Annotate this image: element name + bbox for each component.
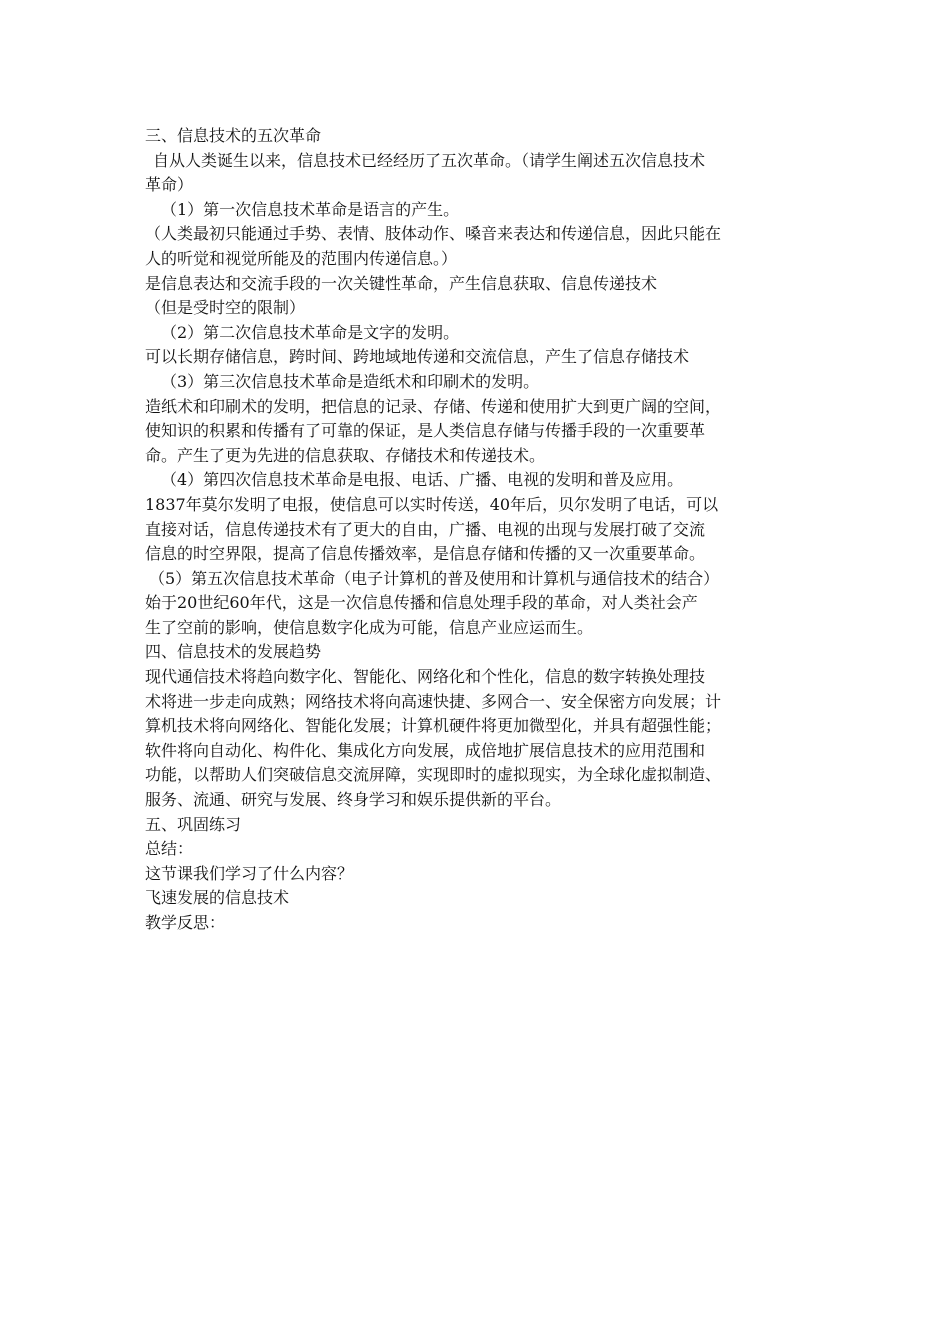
section-3-intro-line-1: 自从人类诞生以来，信息技术已经经历了五次革命。（请学生阐述五次信息技术 (153, 150, 706, 170)
revolution-1-line-4: （但是受时空的限制） (145, 298, 306, 318)
section-4-line-4: 软件将向自动化、构件化、集成化方向发展，成倍地扩展信息技术的应用范围和 (145, 740, 706, 760)
revolution-4-title: （4）第四次信息技术革命是电报、电话、广播、电视的发明和普及应用。 (161, 470, 684, 490)
summary-question: 这节课我们学习了什么内容？ (145, 863, 354, 883)
section-5-title: 五、巩固练习 (145, 814, 242, 834)
summary-label-first-char: 总 (145, 839, 162, 859)
revolution-1-title: （1）第一次信息技术革命是语言的产生。 (161, 199, 460, 219)
section-4-line-5: 功能，以帮助人们突破信息交流屏障，实现即时的虚拟现实，为全球化虚拟制造、 (145, 765, 722, 785)
revolution-2-title: （2）第二次信息技术革命是文字的发明。 (161, 322, 460, 342)
summary-label-rest: 结： (161, 839, 194, 859)
section-4-line-3: 算机技术将向网络化、智能化发展；计算机硬件将更加微型化，并具有超强性能； (145, 716, 722, 736)
revolution-4-line-2: 直接对话，信息传递技术有了更大的自由，广播、电视的出现与发展打破了交流 (145, 519, 706, 539)
section-4-line-1: 现代通信技术将趋向数字化、智能化、网络化和个性化，信息的数字转换处理技 (145, 667, 706, 687)
section-4-line-6: 服务、流通、研究与发展、终身学习和娱乐提供新的平台。 (145, 790, 562, 810)
section-3-title: 三、信息技术的五次革命 (145, 126, 322, 145)
revolution-3-line-2: 使知识的积累和传播有了可靠的保证，是人类信息存储与传播手段的一次重要革 (145, 421, 706, 441)
revolution-1-line-2: 人的听觉和视觉所能及的范围内传递信息。） (145, 248, 458, 268)
summary-answer: 飞速发展的信息技术 (145, 888, 290, 908)
revolution-3-title: （3）第三次信息技术革命是造纸术和印刷术的发明。 (161, 371, 540, 391)
section-4-title: 四、信息技术的发展趋势 (145, 642, 322, 662)
revolution-4-line-3: 信息的时空界限，提高了信息传播效率，是信息存储和传播的又一次重要革命。 (145, 544, 706, 564)
revolution-2-line-1: 可以长期存储信息，跨时间、跨地域地传递和交流信息，产生了信息存储技术 (145, 347, 690, 367)
revolution-1-line-3: 是信息表达和交流手段的一次关键性革命，产生信息获取、信息传递技术 (145, 273, 658, 293)
revolution-1-line-1: （人类最初只能通过手势、表情、肢体动作、嗓音来表达和传递信息，因此只能在 (145, 224, 722, 244)
teaching-reflection: 教学反思： (145, 913, 226, 932)
section-3-intro-line-2: 革命） (145, 175, 194, 195)
revolution-5-line-1: 始于20世纪60年代，这是一次信息传播和信息处理手段的革命，对人类社会产 (145, 593, 698, 613)
revolution-3-line-3: 命。产生了更为先进的信息获取、存储技术和传递技术。 (145, 445, 546, 465)
document-page (145, 124, 815, 936)
section-4-line-2: 术将进一步走向成熟；网络技术将向高速快捷、多网合一、安全保密方向发展；计 (145, 691, 722, 711)
revolution-5-line-2: 生了空前的影响，使信息数字化成为可能，信息产业应运而生。 (145, 617, 594, 637)
revolution-5-title: （5）第五次信息技术革命（电子计算机的普及使用和计算机与通信技术的结合） (149, 568, 720, 588)
summary-label (145, 837, 815, 862)
revolution-3-line-1: 造纸术和印刷术的发明，把信息的记录、存储、传递和使用扩大到更广阔的空间， (145, 396, 722, 416)
revolution-4-line-1: 1837年莫尔发明了电报，使信息可以实时传送，40年后，贝尔发明了电话，可以 (145, 494, 719, 514)
